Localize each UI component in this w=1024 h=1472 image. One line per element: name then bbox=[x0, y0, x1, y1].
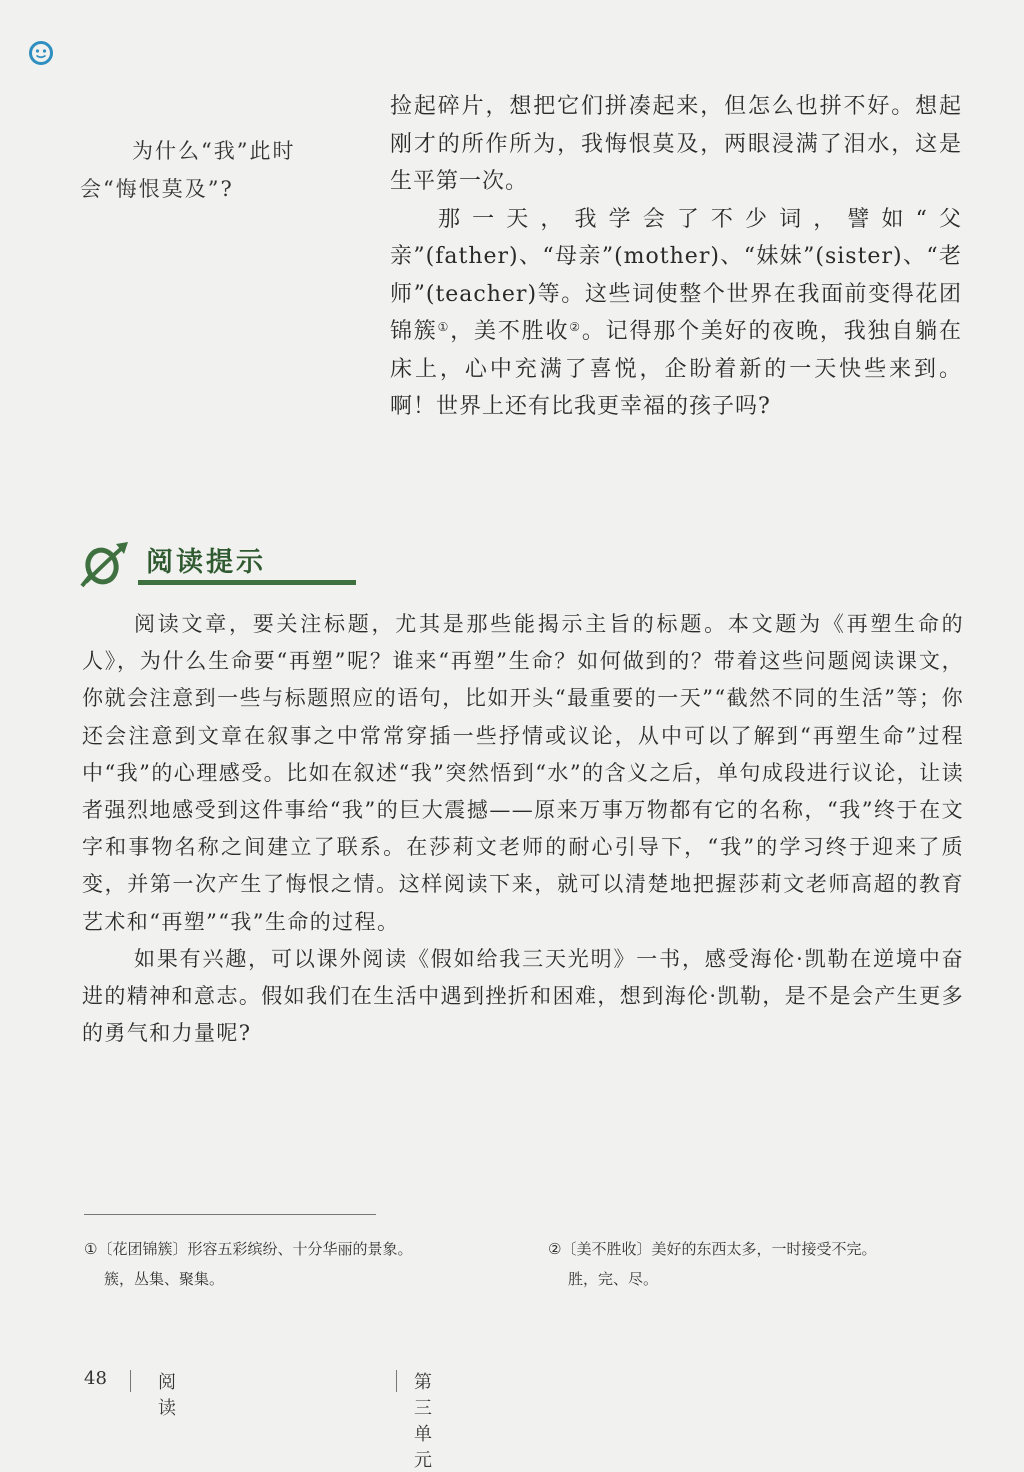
footnote-divider bbox=[84, 1214, 376, 1215]
main-paragraph: 捡起碎片，想把它们拼凑起来，但怎么也拼不好。想起刚才的所作所为，我悔恨莫及，两眼浸满了泪水，这是生平第一次。 bbox=[390, 94, 962, 194]
reading-tip-title: 阅读提示 bbox=[146, 547, 266, 578]
footer-divider bbox=[396, 1370, 397, 1392]
main-text bbox=[390, 88, 962, 426]
footnote-line: 胜，完、尽。 bbox=[568, 1270, 659, 1288]
text-span: 。记得那个美好的夜晚，我独自躺在床上，心中充满了喜悦，企盼着新的一天快些来到。啊！世界上还有比我更幸福的孩子吗? bbox=[390, 319, 962, 419]
main-paragraph bbox=[390, 201, 962, 426]
footnote-marker: ② bbox=[569, 320, 582, 334]
reading-tip-icon bbox=[80, 538, 132, 590]
footnote-line: ②〔美不胜收〕美好的东西太多，一时接受不完。 bbox=[548, 1240, 877, 1258]
text-span: ，美不胜收 bbox=[450, 319, 570, 344]
footnote-marker: ① bbox=[437, 320, 451, 334]
reading-tip-underline bbox=[138, 580, 356, 585]
smiley-icon bbox=[28, 40, 54, 66]
text-span: 那一天，我学会了不少词，譬如“父亲”(father)、“母亲”(mother)、“妹妹”(sister)、“老师”(teacher)等。这些词使整个世界在我面前变得花团锦簇 bbox=[390, 206, 962, 344]
footer-divider bbox=[130, 1370, 131, 1392]
footnote-1 bbox=[84, 1234, 524, 1294]
page-number: 48 bbox=[84, 1368, 107, 1389]
reading-tip-paragraph: 如果有兴趣，可以课外阅读《假如给我三天光明》一书，感受海伦·凯勒在逆境中奋进的精神和意志。假如我们在生活中遇到挫折和困难，想到海伦·凯勒，是不是会产生更多的勇气和力量呢? bbox=[82, 946, 964, 1046]
footnote-line: 簇，丛集、聚集。 bbox=[104, 1270, 225, 1288]
reading-tip-body bbox=[82, 606, 964, 1052]
section-label: 阅读 bbox=[158, 1372, 186, 1419]
margin-question: 为什么“我”此时会“悔恨莫及”? bbox=[80, 139, 296, 201]
reading-tip-paragraph: 阅读文章，要关注标题，尤其是那些能揭示主旨的标题。本文题为《再塑生命的人》，为什么生命要“再塑”呢？谁来“再塑”生命？如何做到的？带着这些问题阅读课文，你就会注意到一些与标题照应的语句，比如开头“最重要的一天”“截然不同的生活”等；你还会注意到文章在叙事之中常常穿插一些抒情或议论，从中可以了解到“再塑生命”过程中“我”的心理感受。比如在叙述“我”突然悟到“水”的含义之后，单句成段进行议论，让读者强烈地感受到这件事给“我”的巨大震撼——原来万事万物都有它的名称，“我”终于在文字和事物名称之间建立了联系。在莎莉文老师的耐心引导下，“我”的学习终于迎来了质变，并第一次产生了悔恨之情。这样阅读下来，就可以清楚地把握莎莉文老师高超的教育艺术和“再塑”“我”生命的过程。 bbox=[82, 612, 964, 934]
reading-tip-header bbox=[80, 538, 300, 590]
footnote-2 bbox=[548, 1234, 978, 1294]
footnote-line: ①〔花团锦簇〕形容五彩缤纷、十分华丽的景象。 bbox=[84, 1240, 413, 1258]
unit-label: 第三单元 bbox=[414, 1372, 432, 1471]
